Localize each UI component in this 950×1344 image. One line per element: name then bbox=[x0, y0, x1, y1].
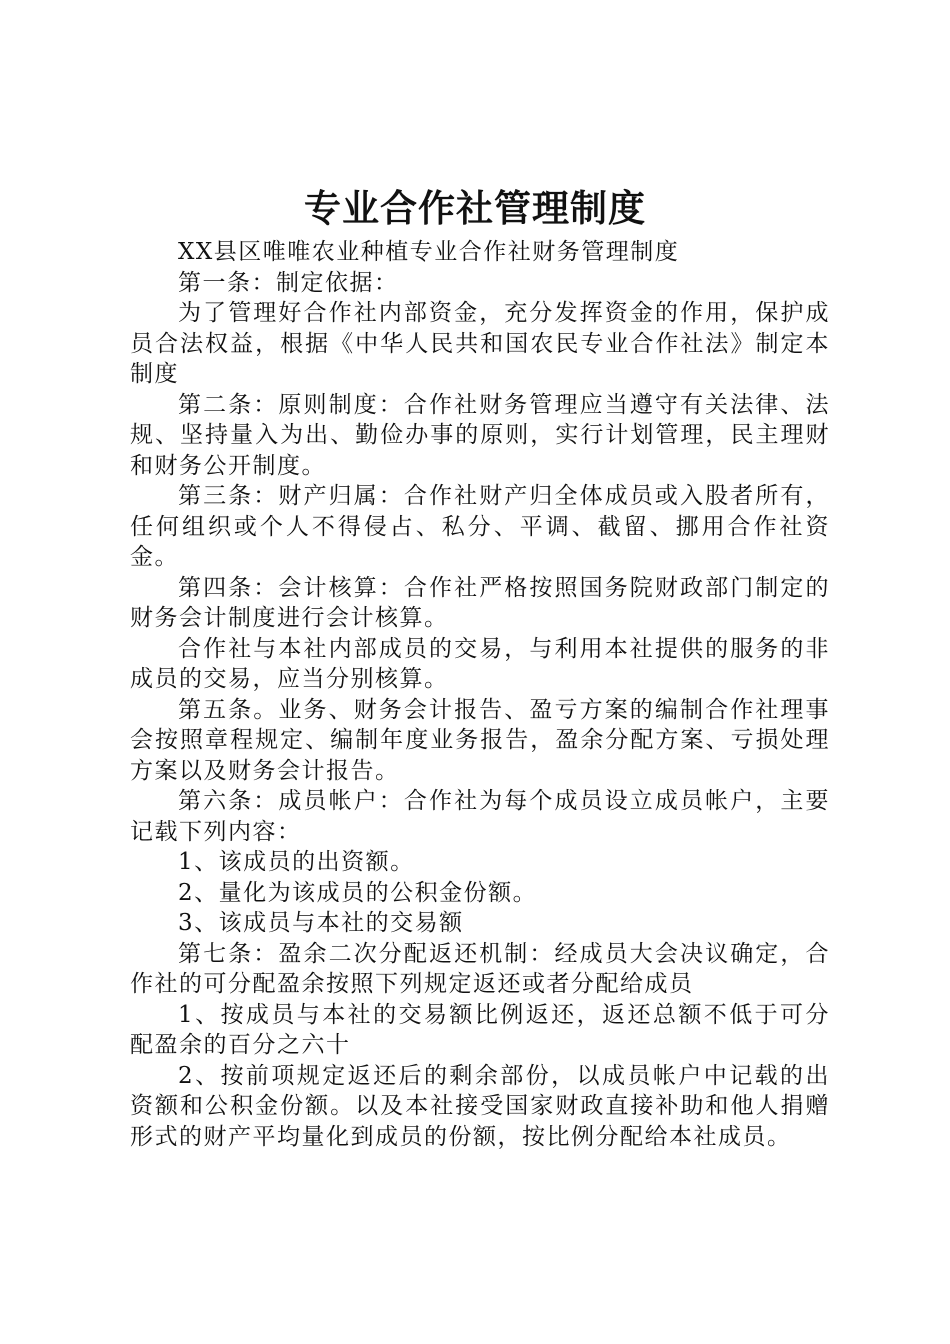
article-4-continuation: 合作社与本社内部成员的交易，与利用本社提供的服务的非成员的交易，应当分别核算。 bbox=[130, 635, 830, 692]
article-2-text: 第二条：原则制度：合作社财务管理应当遵守有关法律、法规、坚持量入为出、勤俭办事的原则，实行计划管理，民主理财和财务公开制度。 bbox=[130, 391, 830, 479]
article-6-item-3: 3、该成员与本社的交易额 bbox=[178, 910, 464, 936]
article-6-item-2: 2、量化为该成员的公积金份额。 bbox=[178, 879, 538, 906]
article-1-heading: 第一条：制定依据： bbox=[178, 269, 399, 296]
article-7-text: 第七条：盈余二次分配返还机制：经成员大会决议确定，合作社的可分配盈余按照下列规定返还或者分配给成员 bbox=[130, 940, 830, 997]
article-3-text: 第三条：财产归属：合作社财产归全体成员或入股者所有，任何组织或个人不得侵占、私分、平调、截留、挪用合作社资金。 bbox=[130, 483, 830, 570]
article-4-text: 第四条：会计核算：合作社严格按照国务院财政部门制定的财务会计制度进行会计核算。 bbox=[130, 574, 830, 631]
article-6-item-1: 1、该成员的出资额。 bbox=[178, 849, 415, 875]
article-7-item-1: 1、按成员与本社的交易额比例返还，返还总额不低于可分配盈余的百分之六十 bbox=[130, 1001, 830, 1058]
subtitle-paragraph: XX县区唯唯农业种植专业合作社财务管理制度 bbox=[178, 239, 680, 265]
article-5-text: 第五条。业务、财务会计报告、盈亏方案的编制合作社理事会按照章程规定、编制年度业务报告，盈余分配方案、亏损处理方案以及财务会计报告。 bbox=[130, 696, 830, 784]
document-title: 专业合作社管理制度 bbox=[304, 187, 646, 230]
article-6-text: 第六条：成员帐户：合作社为每个成员设立成员帐户，主要记载下列内容： bbox=[130, 788, 830, 845]
document-body bbox=[130, 237, 830, 1152]
article-7-item-2: 2、按前项规定返还后的剩余部份，以成员帐户中记载的出资额和公积金份额。以及本社接受国家财政直接补助和他人捐赠形式的财产平均量化到成员的份额，按比例分配给本社成员。 bbox=[130, 1062, 830, 1150]
article-1-text: 为了管理好合作社内部资金，充分发挥资金的作用，保护成员合法权益，根据《中华人民共和国农民专业合作社法》制定本制度 bbox=[130, 300, 830, 387]
